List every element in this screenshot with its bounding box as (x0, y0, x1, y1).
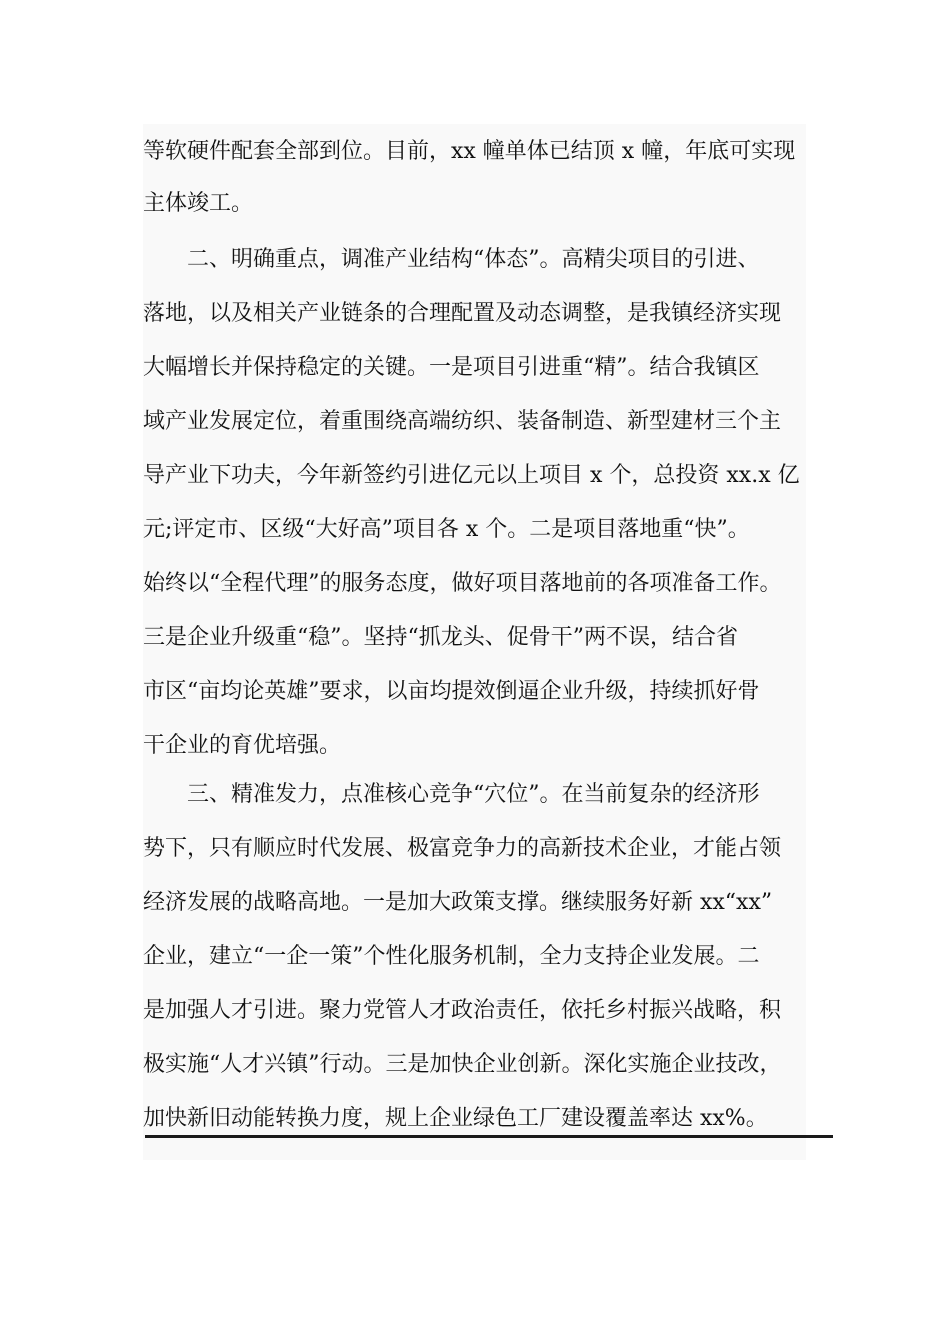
text-line: 等软硬件配套全部到位。目前，xx 幢单体已结顶 x 幢，年底可实现 (143, 139, 796, 164)
text-line: 三、精准发力，点准核心竞争“穴位”。在当前复杂的经济形 (187, 782, 760, 807)
text-line: 是加强人才引进。聚力党管人才政治责任，依托乡村振兴战略，积 (143, 998, 782, 1023)
horizontal-rule (145, 1135, 833, 1138)
text-line: 域产业发展定位，着重围绕高端纺织、装备制造、新型建材三个主 (143, 409, 782, 434)
text-line: 势下，只有顺应时代发展、极富竞争力的高新技术企业，才能占领 (143, 836, 782, 861)
text-line: 加快新旧动能转换力度，规上企业绿色工厂建设覆盖率达 xx%。 (143, 1106, 768, 1131)
text-line: 三是企业升级重“稳”。坚持“抓龙头、促骨干”两不误，结合省 (143, 625, 738, 650)
text-line: 始终以“全程代理”的服务态度，做好项目落地前的各项准备工作。 (143, 571, 782, 596)
text-line: 大幅增长并保持稳定的关键。一是项目引进重“精”。结合我镇区 (143, 355, 760, 380)
text-line: 干企业的育优培强。 (143, 733, 342, 758)
text-line: 元;评定市、区级“大好高”项目各 x 个。二是项目落地重“快”。 (143, 517, 750, 542)
text-line: 二、明确重点，调准产业结构“体态”。高精尖项目的引进、 (187, 247, 760, 272)
text-line: 经济发展的战略高地。一是加大政策支撑。继续服务好新 xx“xx” (143, 890, 773, 915)
text-line: 极实施“人才兴镇”行动。三是加快企业创新。深化实施企业技改， (143, 1052, 782, 1077)
text-line: 导产业下功夫，今年新签约引进亿元以上项目 x 个，总投资 xx.x 亿 (143, 463, 800, 488)
document-body (143, 124, 806, 1160)
text-line: 企业，建立“一企一策”个性化服务机制，全力支持企业发展。二 (143, 944, 760, 969)
text-line: 主体竣工。 (143, 191, 254, 216)
text-line: 落地，以及相关产业链条的合理配置及动态调整，是我镇经济实现 (143, 301, 782, 326)
text-line: 市区“亩均论英雄”要求，以亩均提效倒逼企业升级，持续抓好骨 (143, 679, 760, 704)
